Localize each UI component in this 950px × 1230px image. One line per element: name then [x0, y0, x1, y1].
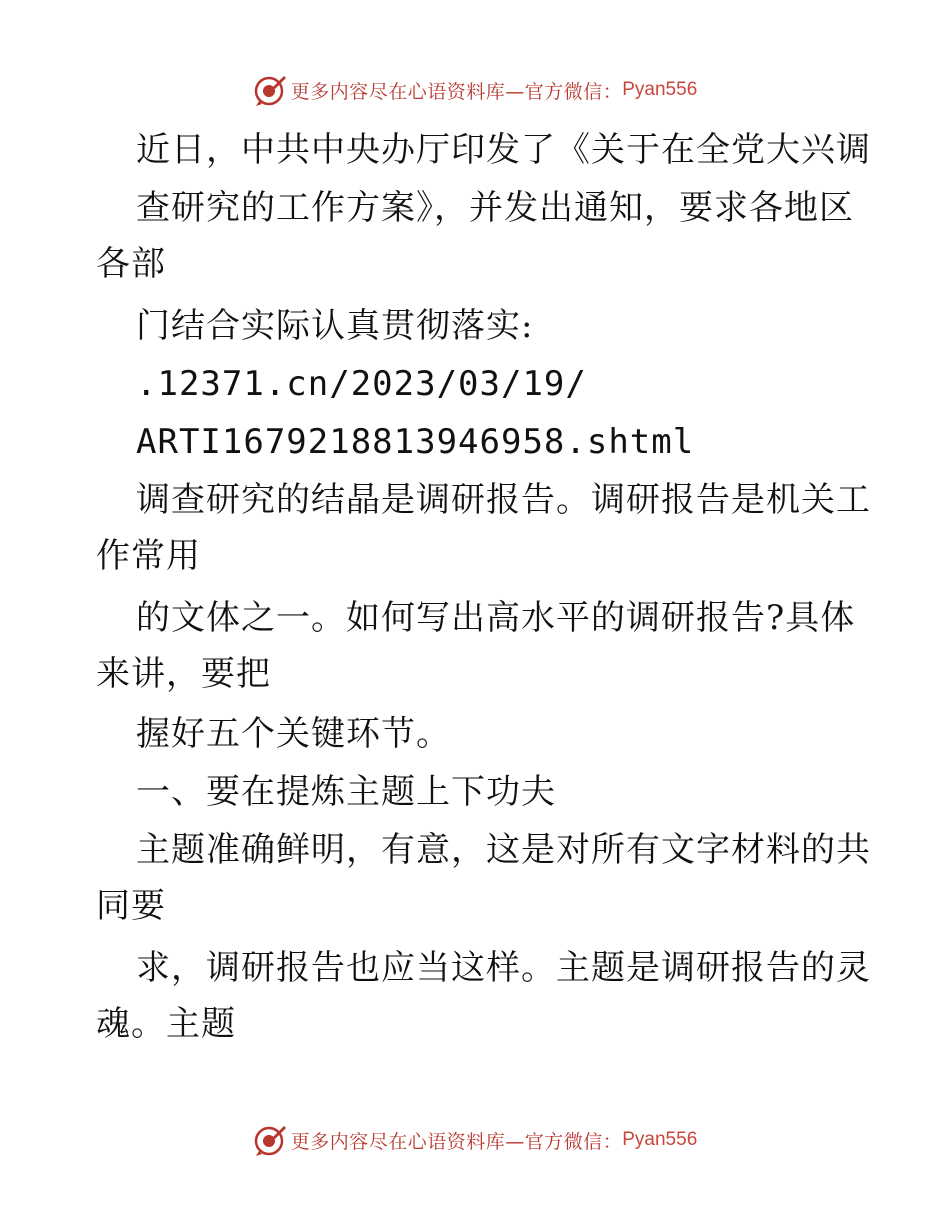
header-banner-wechat-id: Pyan556 — [622, 79, 698, 100]
text-line: 各部 — [96, 244, 166, 284]
section-heading: 一、要在提炼主题上下功夫 — [136, 772, 556, 812]
footer-banner-wechat-id: Pyan556 — [622, 1129, 698, 1150]
pen-logo-icon — [253, 73, 287, 107]
text-line: 主题准确鲜明，有意，这是对所有文字材料的共 — [136, 830, 871, 870]
text-line: 的文体之一。如何写出高水平的调研报告?具体 — [136, 598, 856, 638]
header-banner-text: 更多内容尽在心语资料库—官方微信： — [290, 80, 623, 103]
text-line: 求，调研报告也应当这样。主题是调研报告的灵 — [136, 948, 871, 988]
text-line: 作常用 — [96, 536, 201, 576]
text-line: 同要 — [96, 886, 166, 926]
footer-banner-text: 更多内容尽在心语资料库—官方微信： — [290, 1130, 623, 1153]
header-banner — [0, 70, 950, 110]
text-line: 调查研究的结晶是调研报告。调研报告是机关工 — [136, 480, 871, 520]
footer-banner — [0, 1120, 950, 1160]
url-line: ARTI1679218813946958.shtml — [136, 422, 695, 462]
text-line: 门结合实际认真贯彻落实: — [136, 306, 534, 346]
text-line: 来讲，要把 — [96, 654, 271, 694]
text-line: 近日，中共中央办厅印发了《关于在全党大兴调 — [136, 130, 871, 170]
text-line: 握好五个关键环节。 — [136, 714, 451, 754]
url-line: .12371.cn/2023/03/19/ — [136, 364, 587, 404]
pen-logo-icon — [253, 1123, 287, 1157]
text-line: 查研究的工作方案》，并发出通知，要求各地区 — [136, 188, 854, 228]
text-line: 魂。主题 — [96, 1004, 236, 1044]
